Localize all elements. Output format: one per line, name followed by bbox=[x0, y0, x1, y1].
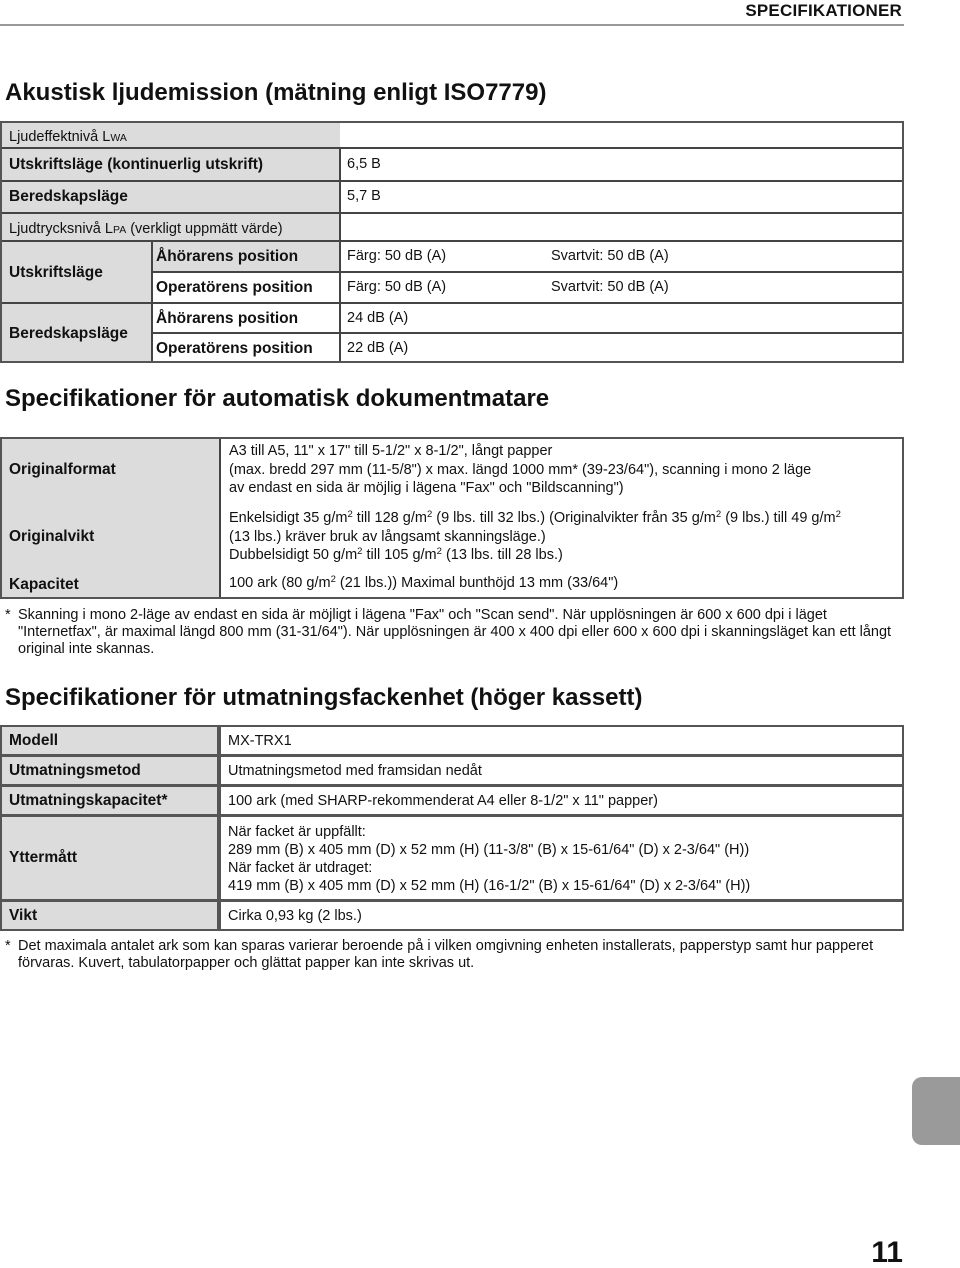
model-label: Modell bbox=[0, 725, 219, 756]
adf-table bbox=[0, 437, 904, 599]
lpa-label: Ljudtrycksnivå LPA (verkligt uppmätt värde) bbox=[9, 220, 283, 237]
weight-value: Enkelsidigt 35 $g/m^2$ till 128 $g/m^2$ (9 lbs. till 32 lbs.) (Originalvikter från 35 $g/m^2$ (9 lbs.) till 49 $g/m^2$ (13 lbs.) kräver bruk av långsamt skanningsläge.) Dubbelsidigt 50 $g/m^2$ till 105 $g/m^2$ (13 lbs. till 28 lbs.) bbox=[229, 509, 841, 563]
standby-listener-label: Åhörarens position bbox=[156, 309, 299, 327]
chapter-tab bbox=[912, 1077, 960, 1145]
output-tray-footnote: * Det maximala antalet ark som kan sparas varierar beroende på i vilken omgivning enheten installerats, papperstyp samt hur papperet förvaras. Kuvert, tabulatorpapper och glättat papper kan inte skrivas ut. bbox=[5, 938, 874, 971]
section-title-output-tray: Specifikationer för utmatningsfackenhet (höger kassett) bbox=[5, 684, 643, 711]
standby-listener-row bbox=[2, 303, 902, 334]
standby-listener-value: 24 dB (A) bbox=[347, 310, 409, 327]
print-group-label: Utskriftsläge bbox=[9, 264, 103, 281]
running-header: SPECIFIKATIONER bbox=[745, 1, 902, 20]
method-label: Utmatningsmetod bbox=[0, 755, 219, 786]
standby-row bbox=[2, 181, 902, 212]
print-operator-label: Operatörens position bbox=[156, 278, 313, 296]
acoustic-table bbox=[0, 121, 904, 363]
standby-operator-row bbox=[2, 333, 902, 364]
method-value: Utmatningsmetod med framsidan nedåt bbox=[219, 755, 904, 786]
print-listener-bw: Svartvit: 50 dB (A) bbox=[551, 248, 669, 265]
print-listener-label: Åhörarens position bbox=[156, 247, 299, 265]
print-mode-value: 6,5 B bbox=[347, 156, 381, 173]
standby-operator-value: 22 dB (A) bbox=[347, 340, 409, 357]
print-listener-row bbox=[2, 241, 902, 272]
tray-weight-label: Vikt bbox=[0, 900, 219, 931]
lwa-row bbox=[2, 123, 902, 147]
standby-group-label: Beredskapsläge bbox=[9, 325, 128, 342]
capacity-label: Kapacitet bbox=[9, 576, 79, 593]
output-capacity-label: Utmatningskapacitet* bbox=[0, 785, 219, 816]
lpa-row bbox=[2, 217, 902, 241]
capacity-value: 100 ark (80 $g/m^2$ (21 lbs.)) Maximal bunthöjd 13 mm (33/64") bbox=[229, 574, 619, 591]
output-capacity-value: 100 ark (med SHARP-rekommenderat A4 eller 8-1/2" x 11" papper) bbox=[219, 785, 904, 816]
print-operator-color: Färg: 50 dB (A) bbox=[347, 279, 447, 296]
format-label: Originalformat bbox=[9, 461, 116, 478]
standby-operator-label: Operatörens position bbox=[156, 339, 313, 357]
print-listener-color: Färg: 50 dB (A) bbox=[347, 248, 447, 265]
print-mode-row bbox=[2, 149, 902, 180]
print-operator-bw: Svartvit: 50 dB (A) bbox=[551, 279, 669, 296]
lwa-label: Ljudeffektnivå LWA bbox=[9, 129, 127, 145]
format-value: A3 till A5, 11" x 17" till 5-1/2" x 8-1/2", långt papper (max. bredd 297 mm (11-5/8") x max. längd 1000 mm* (39-23/64"), scanning i mono 2 läge av endast en sida är möjlig i lägena "Fax" och "Bildscanning") bbox=[229, 443, 812, 496]
weight-label: Originalvikt bbox=[9, 528, 95, 545]
model-value: MX-TRX1 bbox=[219, 725, 904, 756]
page-number: 11 bbox=[871, 1236, 903, 1268]
dimensions-value: När facket är uppfällt: 289 mm (B) x 405 mm (D) x 52 mm (H) (11-3/8" (B) x 15-61/64" (D) x 2-3/64" (H)) När facket är utdraget: 419 mm (B) x 405 mm (D) x 52 mm (H) (16-1/2" (B) x 15-61/64" (D) x 2-3/64" (H)) bbox=[219, 815, 904, 901]
tray-weight-value: Cirka 0,93 kg (2 lbs.) bbox=[219, 900, 904, 931]
print-mode-label: Utskriftsläge (kontinuerlig utskrift) bbox=[9, 155, 264, 173]
adf-footnote: * Skanning i mono 2-läge av endast en sida är möjligt i lägena "Fax" och "Scan send". När upplösningen är 600 x 600 dpi i läget "Internetfax", är maximal längd 800 mm (31-31/64"). När upplösningen är 400 x 400 dpi eller 600 x 600 dpi i skanningsläget kan ett långt original inte skannas. bbox=[5, 607, 892, 657]
section-title-adf: Specifikationer för automatisk dokumentmatare bbox=[5, 385, 550, 412]
section-title-acoustic: Akustisk ljudemission (mätning enligt ISO7779) bbox=[5, 79, 547, 106]
standby-label: Beredskapsläge bbox=[9, 187, 128, 205]
header-rule bbox=[0, 24, 904, 26]
print-operator-row bbox=[2, 272, 902, 303]
dimensions-label: Yttermått bbox=[0, 815, 219, 901]
standby-value: 5,7 B bbox=[347, 188, 381, 205]
